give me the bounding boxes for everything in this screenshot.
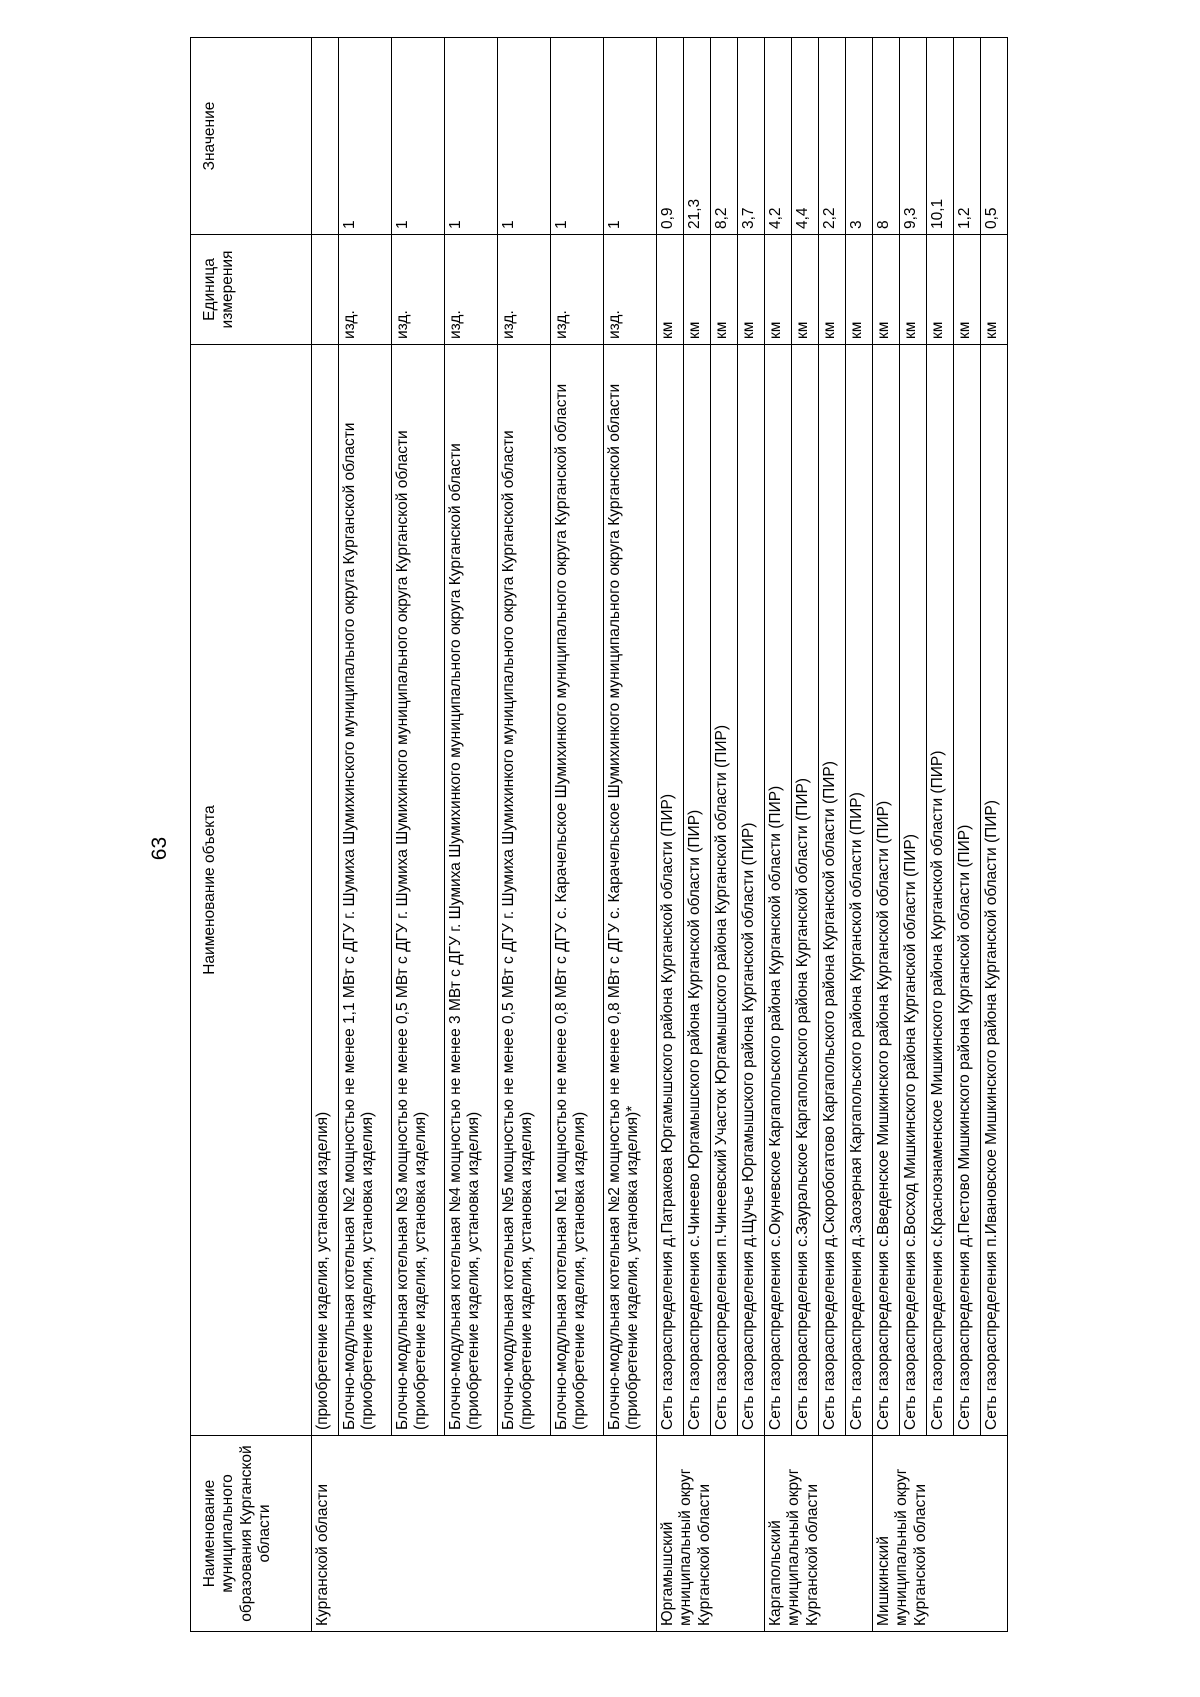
value-cell: 1,2 (954, 38, 981, 235)
table-row (498, 38, 551, 1632)
value-cell: 1 (498, 38, 551, 235)
value-cell: 0,9 (657, 38, 684, 235)
page-number: 63 (148, 836, 171, 861)
unit-cell: изд. (339, 235, 392, 345)
value-cell: 2,2 (819, 38, 846, 235)
object-cell: Сеть газораспределения с.Введенское Мишкинского района Курганской области (ПИР) (873, 345, 900, 1436)
unit-cell: км (738, 235, 765, 345)
object-cell: Блочно-модульная котельная №3 мощностью не менее 0,5 МВт с ДГУ г. Шумиха Шумихинкого муниципального округа Курганской области (приобретение изделия, установка изделия) (392, 345, 445, 1436)
unit-cell: изд. (498, 235, 551, 345)
value-cell: 1 (392, 38, 445, 235)
table-row (738, 38, 765, 1632)
table-row (392, 38, 445, 1632)
value-cell: 8,2 (711, 38, 738, 235)
value-cell: 1 (604, 38, 657, 235)
municipality-cell: Мишкинский муниципальный округ Курганской области (873, 1436, 1008, 1632)
table-row (792, 38, 819, 1632)
unit-cell: км (873, 235, 900, 345)
table-row (873, 38, 900, 1632)
table-row (604, 38, 657, 1632)
table-body (312, 38, 1008, 1632)
municipality-cell: Каргапольский муниципальный округ Курганской области (765, 1436, 873, 1632)
table-row (927, 38, 954, 1632)
object-cell: Сеть газораспределения д.Заозерная Каргапольского района Курганской области (ПИР) (846, 345, 873, 1436)
municipality-cell: Курганской области (312, 1436, 657, 1632)
table-row (954, 38, 981, 1632)
header-object: Наименование объекта (191, 345, 312, 1436)
header-value: Значение (191, 38, 312, 235)
table-row (684, 38, 711, 1632)
object-cell: Сеть газораспределения с.Восход Мишкинского района Курганской области (ПИР) (900, 345, 927, 1436)
table-row (900, 38, 927, 1632)
unit-cell: км (765, 235, 792, 345)
table-row (551, 38, 604, 1632)
table-row (846, 38, 873, 1632)
unit-cell: км (792, 235, 819, 345)
value-cell: 1 (339, 38, 392, 235)
unit-cell: изд. (392, 235, 445, 345)
table-row (657, 38, 684, 1632)
value-cell: 1 (551, 38, 604, 235)
header-municipality: Наименование муниципального образования Курганской области (191, 1436, 312, 1632)
object-cell: Сеть газораспределения п.Ивановское Мишкинского района Курганской области (ПИР) (981, 345, 1008, 1436)
table-row (445, 38, 498, 1632)
object-cell: Сеть газораспределения д.Пестово Мишкинского района Курганской области (ПИР) (954, 345, 981, 1436)
table-row (312, 38, 339, 1632)
value-cell: 3,7 (738, 38, 765, 235)
table-row (981, 38, 1008, 1632)
value-cell: 1 (445, 38, 498, 235)
object-cell: Сеть газораспределения с.Окуневское Каргапольского района Курганской области (ПИР) (765, 345, 792, 1436)
unit-cell: км (954, 235, 981, 345)
object-cell: Сеть газораспределения д.Скоробогатово Каргапольского района Курганской области (ПИР) (819, 345, 846, 1436)
object-cell: Сеть газораспределения с.Краснознаменское Мишкинского района Курганской области (ПИР) (927, 345, 954, 1436)
object-cell: Сеть газораспределения д.Щучье Юргамышского района Курганской области (ПИР) (738, 345, 765, 1436)
unit-cell: км (711, 235, 738, 345)
unit-cell: км (657, 235, 684, 345)
data-table (190, 37, 1008, 1632)
table-row (711, 38, 738, 1632)
unit-cell: км (981, 235, 1008, 345)
unit-cell: км (846, 235, 873, 345)
unit-cell: изд. (445, 235, 498, 345)
unit-cell: км (684, 235, 711, 345)
value-cell (312, 38, 339, 235)
table-row (339, 38, 392, 1632)
table-row (765, 38, 792, 1632)
table-row (819, 38, 846, 1632)
object-cell: Сеть газораспределения с.Зауральское Каргапольского района Курганской области (ПИР) (792, 345, 819, 1436)
value-cell: 3 (846, 38, 873, 235)
unit-cell: изд. (604, 235, 657, 345)
object-cell: Блочно-модульная котельная №1 мощностью не менее 0,8 МВт с ДГУ с. Карачельское Шумихинкого муниципального округа Курганской области (приобретение изделия, установка изделия) (551, 345, 604, 1436)
value-cell: 21,3 (684, 38, 711, 235)
unit-cell: изд. (551, 235, 604, 345)
object-cell: Сеть газораспределения п.Чинеевский Участок Юргамышского района Курганской области (ПИР) (711, 345, 738, 1436)
unit-cell: км (927, 235, 954, 345)
value-cell: 9,3 (900, 38, 927, 235)
object-cell: Блочно-модульная котельная №5 мощностью не менее 0,5 МВт с ДГУ г. Шумиха Шумихинкого муниципального округа Курганской области (приобретение изделия, установка изделия) (498, 345, 551, 1436)
value-cell: 0,5 (981, 38, 1008, 235)
unit-cell: км (900, 235, 927, 345)
value-cell: 4,4 (792, 38, 819, 235)
unit-cell: км (819, 235, 846, 345)
object-cell: Блочно-модульная котельная №4 мощностью не менее 3 МВт с ДГУ г. Шумиха Шумихинкого муниципального округа Курганской области (приобретение изделия, установка изделия) (445, 345, 498, 1436)
value-cell: 8 (873, 38, 900, 235)
header-unit: Единица измерения (191, 235, 312, 345)
object-cell: (приобретение изделия, установка изделия) (312, 345, 339, 1436)
municipality-cell: Юргамышский муниципальный округ Курганской области (657, 1436, 765, 1632)
object-cell: Сеть газораспределения д.Патракова Юргамышского района Курганской области (ПИР) (657, 345, 684, 1436)
object-cell: Сеть газораспределения с.Чинеево Юргамышского района Курганской области (ПИР) (684, 345, 711, 1436)
unit-cell (312, 235, 339, 345)
object-cell: Блочно-модульная котельная №2 мощностью не менее 1,1 МВт с ДГУ г. Шумиха Шумихинского муниципального округа Курганской области (приобретение изделия, установка изделия) (339, 345, 392, 1436)
object-cell: Блочно-модульная котельная №2 мощностью не менее 0,8 МВт с ДГУ с. Карачельское Шумихинкого муниципального округа Курганской области (приобретение изделия, установка изделия)* (604, 345, 657, 1436)
value-cell: 4,2 (765, 38, 792, 235)
value-cell: 10,1 (927, 38, 954, 235)
table-header-row (191, 38, 312, 1632)
